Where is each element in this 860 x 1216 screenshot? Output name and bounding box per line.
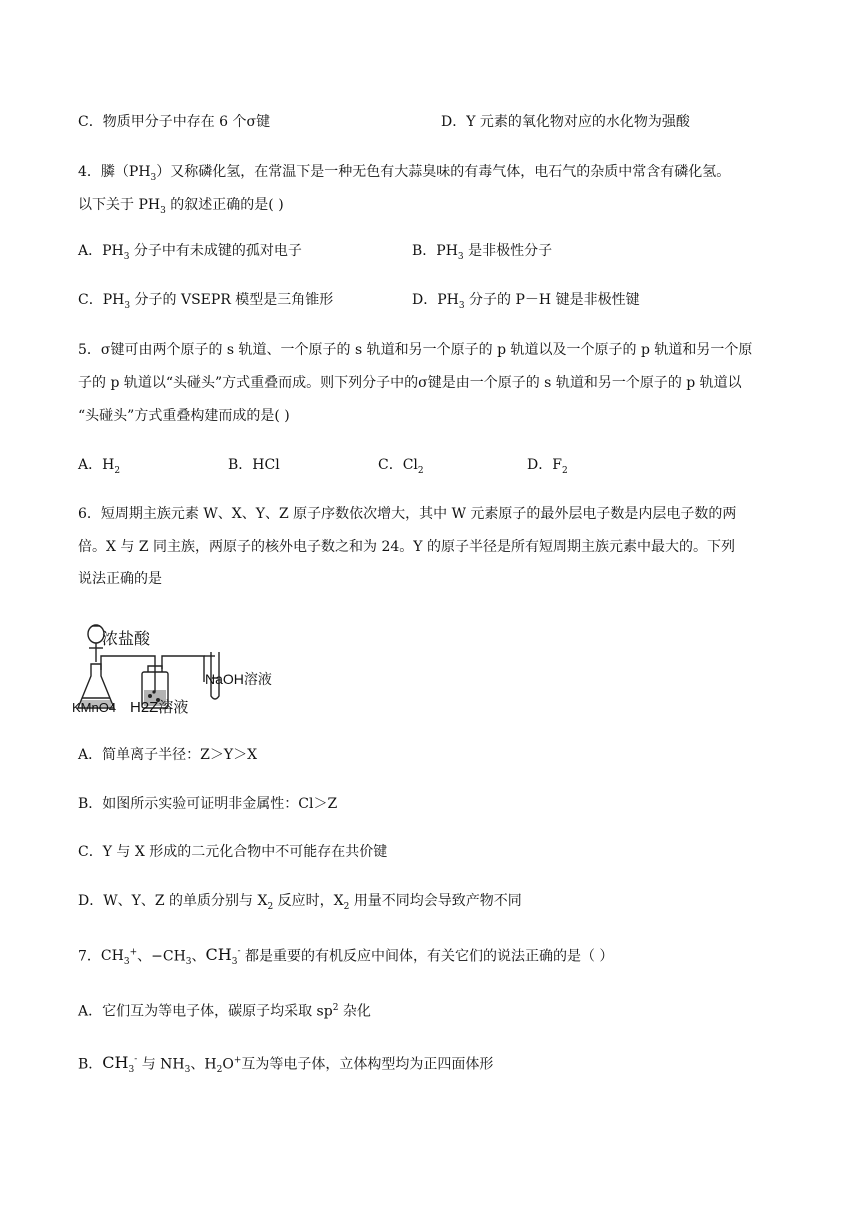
q6-option-a: A．简单离子半径：Z＞Y＞X (78, 747, 258, 763)
q6-option-b: B．如图所示实验可证明非金属性：Cl＞Z (78, 796, 338, 812)
q7-option-b: B．$CH_3^-$ 与 $NH_3$、$H_2O^+$互为等电子体，立体构型均为正四面体形 (78, 1053, 494, 1076)
q6-option-d: D．W、Y、Z 的单质分别与 $X_2$ 反应时，$X_2$ 用量不同均会导致产物不同 (78, 893, 522, 912)
q4-stem-line2: 以下关于 $PH_3$ 的叙述正确的是( ) (78, 197, 284, 216)
q5-stem-line1: 5．σ键可由两个原子的 s 轨道、一个原子的 s 轨道和另一个原子的 p 轨道以及一个原子的 p 轨道和另一个原 (78, 342, 753, 358)
ch3-cation: $CH_3^+$ (100, 947, 138, 968)
q6-stem-line3: 说法正确的是 (78, 571, 162, 587)
q7-stem: 7．$CH_3^+$、$-CH_3$、$CH_3^-$ 都是重要的有机反应中间体，有关它们的说法正确的是（ ） (78, 945, 614, 968)
q5-option-b: B．HCl (228, 457, 280, 473)
label-kmno4: KMnO4 (72, 700, 117, 715)
q5-option-a: A．$H_2$ (78, 457, 121, 476)
label-conc-hcl: 浓盐酸 (102, 631, 151, 648)
q5-stem-line2: 子的 p 轨道以“头碰头”方式重叠而成。则下列分子中的σ键是由一个原子的 s 轨道和另一个原子的 p 轨道以 (78, 375, 742, 391)
q4-stem-line1: 4．膦$(PH_3)$又称磷化氢，在常温下是一种无色有大蒜臭味的有毒气体，电石气的杂质中常含有磷化氢。 (78, 164, 731, 183)
q5-option-c: C．$Cl_2$ (378, 457, 424, 476)
apparatus-diagram (70, 622, 300, 718)
q4-option-a: A．$PH_3$ 分子中有未成键的孤对电子 (78, 243, 302, 262)
ch3-anion: $CH_3^-$ (205, 945, 241, 968)
label-naoh: NaOH溶液 (205, 671, 272, 687)
q4-option-b: B．$PH_3$ 是非极性分子 (412, 243, 553, 262)
q6-stem-line1: 6．短周期主族元素 W、X、Y、Z 原子序数依次增大，其中 W 元素原子的最外层电子数是内层电子数的两 (78, 506, 737, 522)
q4-option-c: C．$PH_3$ 分子的 VSEPR 模型是三角锥形 (78, 292, 334, 311)
ch3-anion-b: $CH_3^-$ (102, 1053, 138, 1076)
q3-option-d: D．Y 元素的氧化物对应的水化物为强酸 (441, 114, 690, 130)
q6-stem-line2: 倍。X 与 Z 同主族，两原子的核外电子数之和为 24。Y 的原子半径是所有短周期主族元素中最大的。下列 (78, 539, 735, 555)
q4-option-d: D．$PH_3$ 分子的 P－H 键是非极性键 (412, 292, 640, 311)
q6-option-c: C．Y 与 X 形成的二元化合物中不可能存在共价键 (78, 844, 388, 860)
q5-option-d: D．$F_2$ (527, 457, 568, 476)
q5-stem-line3: “头碰头”方式重叠构建而成的是( ) (78, 408, 290, 424)
q7-option-a: A．它们互为等电子体，碳原子均采取 $sp^2$ 杂化 (78, 1003, 371, 1020)
q3-option-c: C．物质甲分子中存在 6 个σ键 (78, 114, 271, 130)
label-h2z: H2Z溶液 (130, 699, 189, 716)
